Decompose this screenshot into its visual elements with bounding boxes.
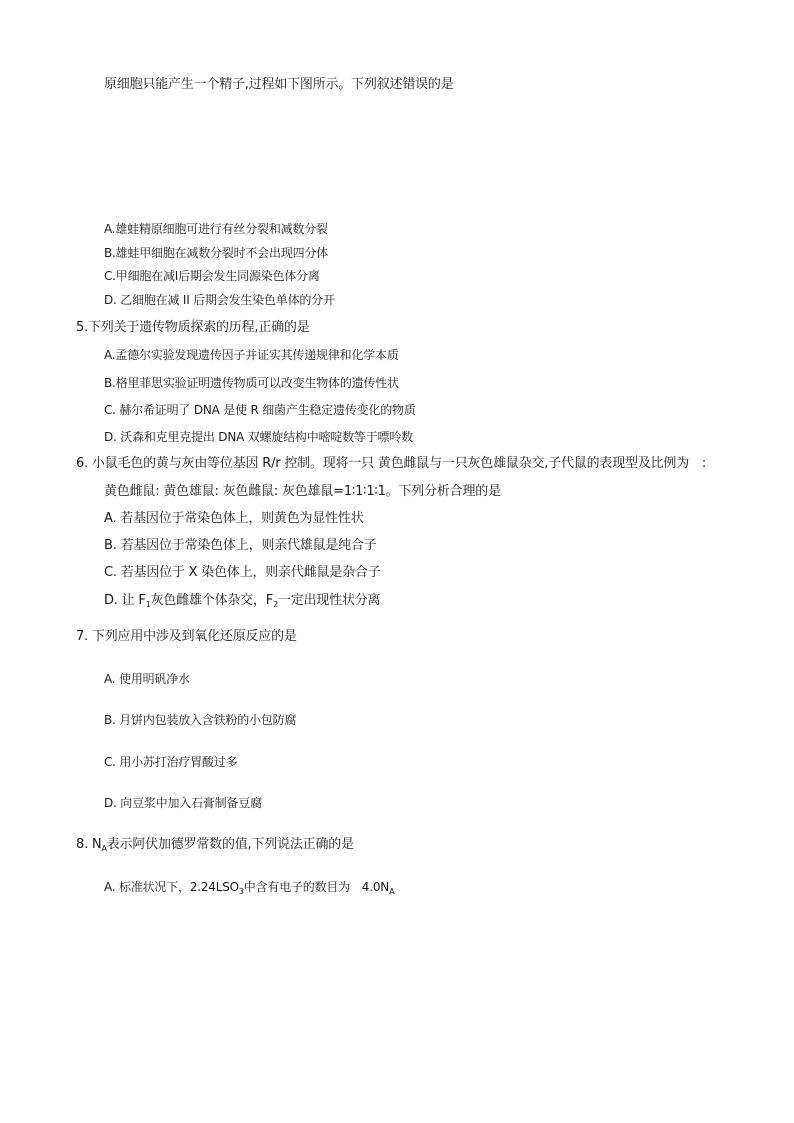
q6-d-pre: D. 让 F	[104, 593, 146, 608]
q6-stem-ratio: 黄色雌鼠: 黄色雄鼠: 灰色雌鼠: 灰色雄鼠=1∶1∶1∶1。下列分析合理的是	[104, 484, 501, 499]
q6-option-d	[104, 593, 380, 613]
figure-placeholder	[100, 110, 700, 210]
q8-option-a	[104, 879, 394, 900]
q6-d-post: 一定出现性状分离	[277, 593, 381, 608]
q6-d-sub1: 1	[145, 600, 151, 609]
q8-a-sub: 3	[238, 887, 244, 896]
q4-option-c: C.甲细胞在减I后期会发生同源染色体分离	[104, 269, 320, 283]
q6-d-sub2: 2	[273, 600, 278, 609]
q7-option-d: D. 向豆浆中加入石膏制备豆腐	[104, 796, 262, 810]
q6-option-c: C. 若基因位于 X 染色体上，则亲代雌鼠是杂合子	[104, 565, 381, 580]
q6-option-a: A. 若基因位于常染色体上，则黄色为显性性状	[104, 511, 364, 526]
q6-option-b: B. 若基因位于常染色体上，则亲代雄鼠是纯合子	[104, 538, 377, 553]
q5-stem: 5.下列关于遗传物质探索的历程,正确的是	[76, 320, 310, 335]
q7-option-c: C. 用小苏打治疗胃酸过多	[104, 755, 238, 769]
q7-option-b: B. 月饼内包装放入含铁粉的小包防腐	[104, 713, 297, 727]
q6-stem: 6. 小鼠毛色的黄与灰由等位基因 R/r 控制。现将一只 黄色雌鼠与一只灰色雄鼠杂交,子代鼠的表现型及比例为 :	[76, 456, 707, 471]
q4-option-b: B.雄蛙甲细胞在减数分裂时不会出现四分体	[104, 246, 329, 260]
q4-option-d: D. 乙细胞在减 II 后期会发生染色单体的分开	[104, 293, 335, 307]
q5-option-c: C. 赫尔希证明了 DNA 是使 R 细菌产生稳定遗传变化的物质	[104, 403, 416, 417]
q5-option-a: A.孟德尔实验发现遗传因子并证实其传递规律和化学本质	[104, 348, 399, 362]
q5-option-b: B.格里菲思实验证明遗传物质可以改变生物体的遗传性状	[104, 376, 399, 390]
q8-stem	[76, 837, 354, 857]
q5-option-d: D. 沃森和克里克提出 DNA 双螺旋结构中嘧啶数等于嘌呤数	[104, 430, 413, 444]
q7-stem: 7. 下列应用中涉及到氧化还原反应的是	[76, 629, 297, 644]
q8-stem-post: 表示阿伏加德罗常数的值,下列说法正确的是	[106, 837, 354, 852]
q8-a-sub2: A	[389, 887, 395, 896]
q8-stem-sub: A	[101, 844, 107, 853]
question-4-intro: 原细胞只能产生一个精子,过程如下图所示。下列叙述错误的是	[104, 77, 454, 92]
q7-option-a: A. 使用明矾净水	[104, 672, 190, 686]
q4-option-a: A.雄蛙精原细胞可进行有丝分裂和减数分裂	[104, 222, 328, 236]
q6-d-mid: 灰色雌雄个体杂交，F	[150, 593, 274, 608]
q8-stem-pre: 8. N	[76, 837, 102, 852]
q8-a-mid: 中含有电子的数目为 4.0N	[243, 880, 390, 894]
q8-a-pre: A. 标准状况下，2.24LSO	[104, 880, 239, 894]
